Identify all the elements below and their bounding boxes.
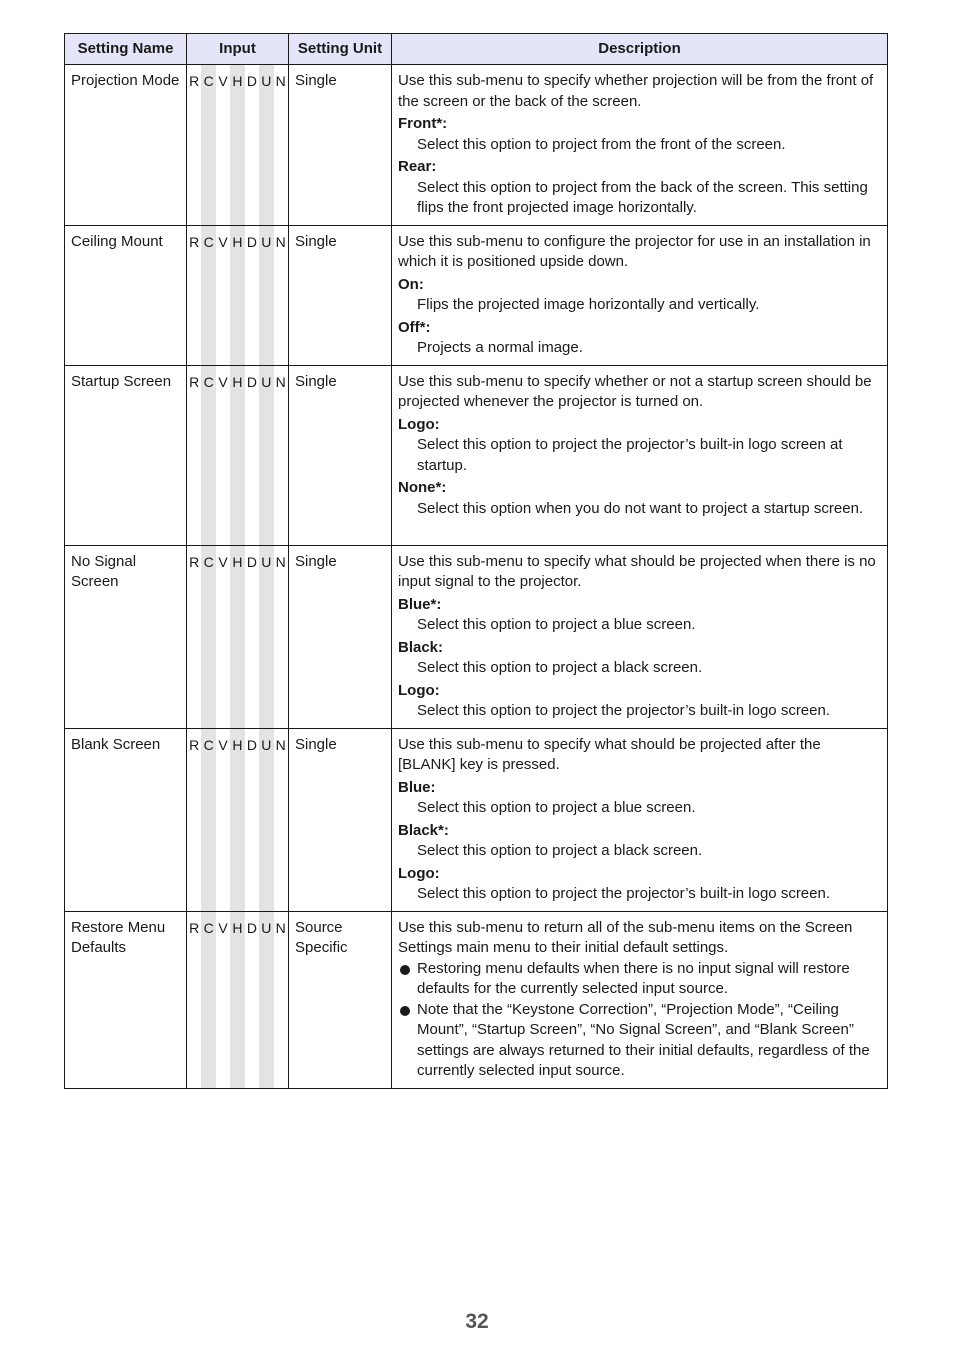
input-source-letter: R — [189, 233, 200, 250]
option-text: Select this option to project the projector’s built-in logo screen at startup. — [417, 436, 843, 474]
description-intro: Use this sub-menu to specify whether projection will be from the front of the screen or the back of the screen. — [398, 72, 874, 110]
option-text: Flips the projected image horizontally and vertically. — [417, 296, 760, 313]
option-label: Front*: — [398, 115, 448, 132]
description-intro: Use this sub-menu to specify what should be projected after the [BLANK] key is pressed. — [398, 735, 821, 773]
input-source-letter: D — [246, 919, 257, 936]
input-source-letter: H — [230, 366, 244, 545]
option-label: Rear: — [398, 158, 437, 175]
option-label: Black*: — [398, 821, 449, 839]
bullet-dot-icon — [398, 1000, 417, 1082]
setting-name: Startup Screen — [65, 365, 187, 545]
setting-description — [392, 545, 888, 728]
input-source-letter: U — [259, 912, 273, 1088]
bullet-text: Note that the “Keystone Correction”, “Projection Mode”, “Ceiling Mount”, “Startup Screen”, “No Signal Screen”, and “Blank Screen” settings are always returned to their initial defaults, regardless of the currently selected input source. — [417, 1000, 870, 1079]
settings-table — [64, 33, 888, 1089]
table-row — [65, 365, 888, 545]
input-source-letter: V — [218, 919, 228, 936]
setting-description — [392, 728, 888, 911]
input-source-letter: D — [246, 736, 257, 753]
input-source-letter: U — [259, 226, 273, 365]
setting-name: Ceiling Mount — [65, 225, 187, 365]
setting-unit: Single — [289, 225, 392, 365]
option-label: Logo: — [398, 415, 440, 433]
input-source-letter: U — [259, 729, 273, 911]
option-text: Select this option to project the projector’s built-in logo screen. — [417, 885, 831, 902]
input-source-letter: U — [259, 65, 273, 225]
setting-name: Projection Mode — [65, 65, 187, 226]
table-row — [65, 225, 888, 365]
option-text: Select this option to project from the front of the screen. — [417, 135, 786, 153]
input-source-letter: C — [201, 546, 215, 728]
input-source-letter: D — [246, 553, 257, 570]
setting-unit: Single — [289, 728, 392, 911]
input-source-letter: H — [230, 546, 244, 728]
setting-description — [392, 365, 888, 545]
input-sources — [187, 365, 289, 545]
option-text: Select this option to project a black screen. — [417, 659, 703, 676]
input-source-letter: V — [218, 373, 228, 390]
option-text: Select this option to project from the back of the screen. This setting flips the front projected image horizontally. — [417, 178, 868, 216]
input-sources — [187, 65, 289, 226]
description-intro: Use this sub-menu to specify whether or not a startup screen should be projected whenever the projector is turned on. — [398, 372, 872, 410]
option-text: Select this option to project a blue screen. — [417, 616, 696, 633]
setting-unit: Single — [289, 545, 392, 728]
option-label: None*: — [398, 479, 447, 496]
input-source-letter: H — [230, 65, 244, 225]
setting-name: No Signal Screen — [65, 545, 187, 728]
input-source-letter: H — [230, 729, 244, 911]
input-sources — [187, 545, 289, 728]
option-label: Blue: — [398, 778, 436, 796]
setting-description — [392, 225, 888, 365]
table-row — [65, 545, 888, 728]
table-row — [65, 728, 888, 911]
option-label: Logo: — [398, 681, 440, 699]
table-header-row — [65, 34, 888, 65]
setting-description — [392, 911, 888, 1088]
table-row — [65, 911, 888, 1088]
option-text: Select this option when you do not want to project a startup screen. — [417, 499, 864, 517]
input-source-letter: R — [189, 373, 200, 390]
input-source-letter: N — [275, 373, 286, 390]
header-setting-name: Setting Name — [65, 34, 187, 65]
option-label: Black: — [398, 638, 444, 656]
input-source-letter: R — [189, 736, 200, 753]
table-row — [65, 65, 888, 226]
input-sources — [187, 225, 289, 365]
header-input: Input — [187, 34, 289, 65]
option-text: Select this option to project a blue screen. — [417, 799, 696, 816]
input-source-letter: N — [275, 736, 286, 753]
option-text: Select this option to project the projector’s built-in logo screen. — [417, 702, 831, 719]
bullet-dot-icon — [398, 959, 417, 1000]
input-source-letter: C — [201, 226, 215, 365]
bullet-item — [398, 959, 881, 1000]
input-source-letter: N — [275, 233, 286, 250]
input-source-letter: N — [275, 553, 286, 570]
input-source-letter: C — [201, 366, 215, 545]
setting-name: Blank Screen — [65, 728, 187, 911]
header-description: Description — [392, 34, 888, 65]
input-source-letter: V — [218, 553, 228, 570]
description-intro: Use this sub-menu to configure the projector for use in an installation in which it is positioned upside down. — [398, 232, 871, 270]
option-label: Logo: — [398, 864, 440, 882]
setting-unit: Source Specific — [289, 911, 392, 1088]
description-intro: Use this sub-menu to specify what should be projected when there is no input signal to the projector. — [398, 552, 876, 590]
input-source-letter: N — [275, 73, 286, 89]
option-label: On: — [398, 275, 424, 293]
input-source-letter: D — [246, 73, 257, 89]
option-label: Off*: — [398, 318, 431, 336]
input-source-letter: D — [246, 233, 257, 250]
bullet-text: Restoring menu defaults when there is no input signal will restore defaults for the currently selected input source. — [417, 959, 850, 997]
page-number: 32 — [465, 1310, 489, 1333]
input-source-letter: N — [275, 919, 286, 936]
description-intro: Use this sub-menu to return all of the sub-menu items on the Screen Settings main menu to their initial default settings. — [398, 918, 853, 956]
input-source-letter: V — [218, 736, 228, 753]
input-source-letter: R — [189, 553, 200, 570]
option-label: Blue*: — [398, 595, 442, 613]
setting-description — [392, 65, 888, 226]
input-source-letter: H — [230, 226, 244, 365]
input-source-letter: R — [189, 73, 200, 89]
input-sources — [187, 728, 289, 911]
input-source-letter: D — [246, 373, 257, 390]
setting-unit: Single — [289, 65, 392, 226]
input-source-letter: U — [259, 366, 273, 545]
input-source-letter: R — [189, 919, 200, 936]
input-source-letter: C — [201, 65, 215, 225]
input-source-letter: C — [201, 729, 215, 911]
input-source-letter: V — [218, 233, 228, 250]
input-source-letter: H — [230, 912, 244, 1088]
setting-name: Restore Menu Defaults — [65, 911, 187, 1088]
input-source-letter: U — [259, 546, 273, 728]
input-sources — [187, 911, 289, 1088]
input-source-letter: C — [201, 912, 215, 1088]
bullet-item — [398, 1000, 881, 1082]
setting-unit: Single — [289, 365, 392, 545]
input-source-letter: V — [218, 73, 228, 89]
option-text: Select this option to project a black screen. — [417, 842, 703, 859]
header-setting-unit: Setting Unit — [289, 34, 392, 65]
option-text: Projects a normal image. — [417, 339, 583, 356]
